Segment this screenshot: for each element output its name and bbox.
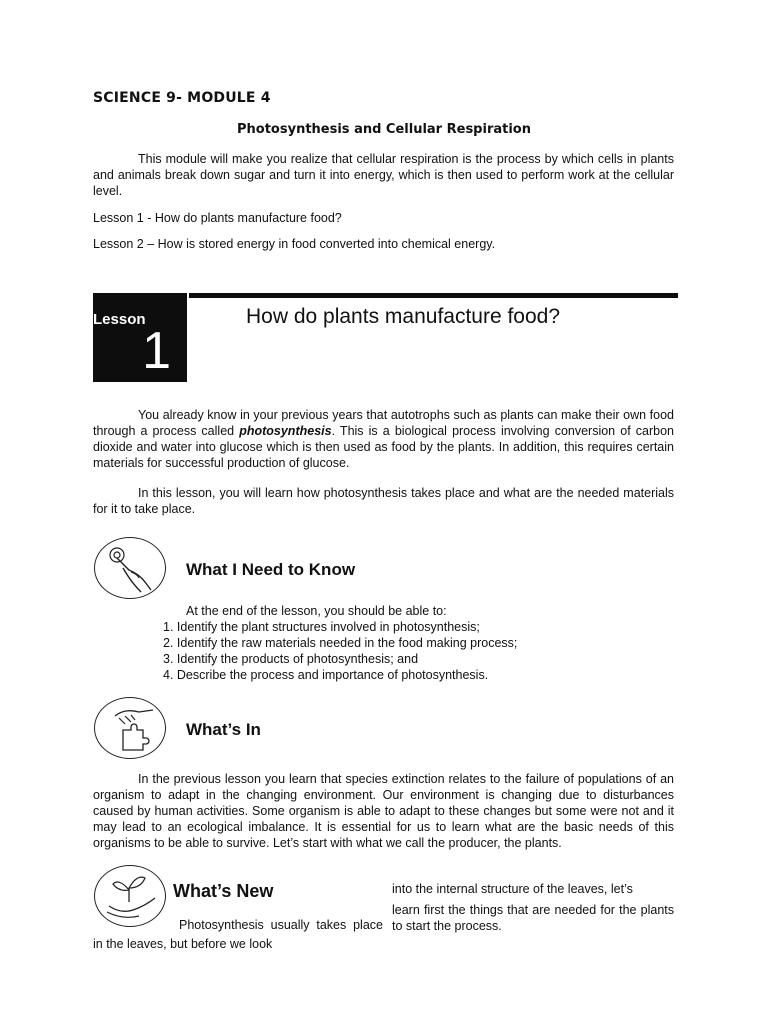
whats-new-left-text: Photosynthesis usually takes place in the leaves, but before we look: [93, 918, 383, 951]
whats-new-right-line-2: learn first the things that are needed for the plants to start the process.: [392, 903, 674, 933]
lesson-heading: How do plants manufacture food?: [246, 305, 561, 328]
para2-text: In this lesson, you will learn how photosynthesis takes place and what are the needed materials for it to take place.: [93, 486, 674, 516]
objective-item: 1. Identify the plant structures involved in photosynthesis;: [163, 620, 480, 634]
lesson-1-line: Lesson 1 - How do plants manufacture food?: [93, 211, 342, 225]
whats-new-left-column: [93, 916, 383, 954]
finger-pointing-icon-graphic: [95, 538, 165, 598]
para1-before: You already know in your previous years that autotrophs such as plants can make their own food through a process called: [93, 408, 674, 438]
intro-text: This module will make you realize that cellular respiration is the process by which cells in plants and animals break down sugar and turn it into energy, which is then used to perform work at the cellular level.: [93, 152, 674, 198]
whats-new-heading: What’s New: [173, 881, 274, 901]
lesson-badge: [93, 293, 187, 382]
para1-after: . This is a biological process involving conversion of carbon dioxide and water into glucose which is then used as food by the plants. In addition, this requires certain materials for successful production of glucose.: [93, 424, 674, 470]
lesson-paragraph: [93, 485, 674, 517]
module-title: SCIENCE 9- MODULE 4: [93, 90, 271, 106]
objective-item: 3. Identify the products of photosynthesis; and: [163, 652, 419, 666]
need-to-know-heading: What I Need to Know: [186, 560, 356, 579]
finger-pointing-icon: [94, 537, 166, 599]
lesson-badge-number: 1: [142, 322, 171, 380]
puzzle-hand-icon-graphic: [95, 698, 165, 758]
whats-in-text: In the previous lesson you learn that species extinction relates to the failure of populations of an organism to adapt in the changing environment. Our environment is changing due to disturbances caused by human activities. Some organism is able to adapt to these changes but some were not and it may lead to an ecological imbalance. It is essential for us to learn what are the basic needs of this organisms to be able to survive. Let’s start with what we call the producer, the plants.: [93, 772, 674, 850]
intro-paragraph: [93, 151, 674, 199]
lesson-badge-word: Lesson: [93, 311, 146, 328]
whats-in-paragraph: [93, 771, 674, 851]
need-to-know-lead: At the end of the lesson, you should be able to:: [186, 604, 447, 618]
whats-new-right-column: [392, 881, 674, 934]
lesson-rule: [189, 293, 678, 298]
objectives-list: [163, 619, 517, 683]
lesson-2-line: Lesson 2 – How is stored energy in food converted into chemical energy.: [93, 237, 496, 251]
photosynthesis-paragraph: [93, 407, 674, 471]
document-title: Photosynthesis and Cellular Respiration: [237, 122, 531, 137]
puzzle-hand-icon: [94, 697, 166, 759]
para1-emphasis: photosynthesis: [239, 424, 332, 438]
objective-item: 4. Describe the process and importance of photosynthesis.: [163, 668, 489, 682]
whats-new-right-line-1: into the internal structure of the leaves, let’s: [392, 882, 633, 896]
whats-in-heading: What’s In: [186, 720, 261, 739]
objective-item: 2. Identify the raw materials needed in the food making process;: [163, 636, 518, 650]
